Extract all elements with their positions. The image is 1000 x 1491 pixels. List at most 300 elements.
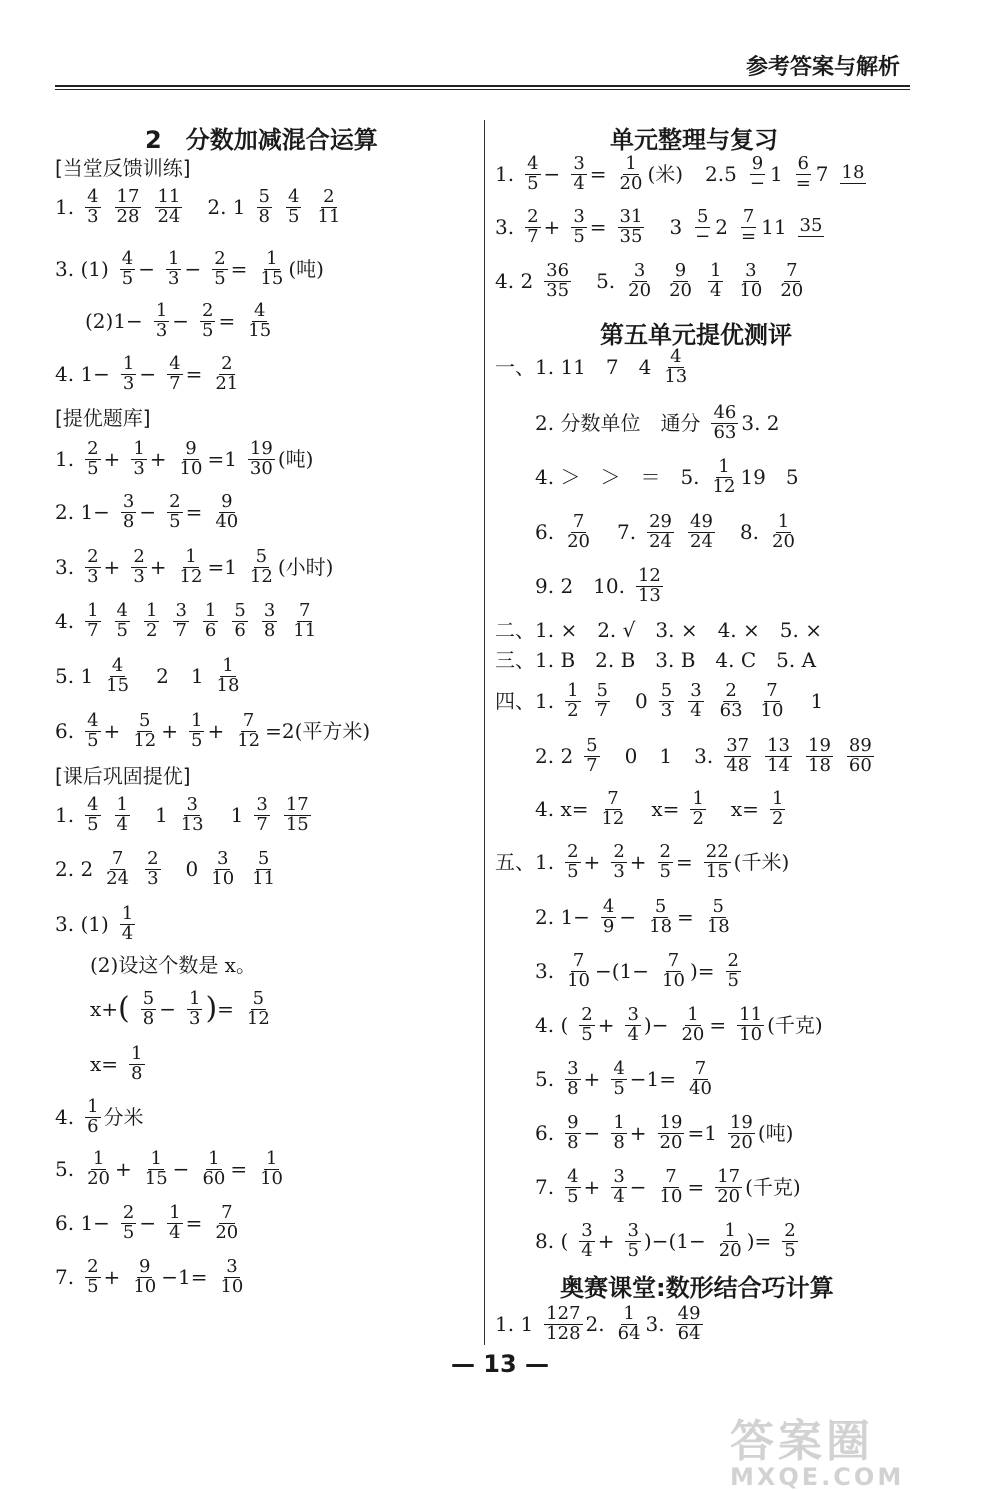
numerator: 7	[742, 206, 755, 227]
fraction	[704, 843, 731, 882]
numerator: 2	[527, 206, 539, 227]
fraction	[121, 493, 136, 532]
fraction	[115, 796, 130, 835]
fraction	[565, 1168, 580, 1207]
numerator: 89	[848, 735, 872, 756]
denominator: 8	[567, 1077, 579, 1099]
answer-text: (小时)	[277, 555, 334, 580]
numerator: 4	[613, 1058, 625, 1079]
fraction	[85, 440, 100, 479]
denominator: 3	[87, 565, 99, 587]
numerator: 3	[573, 153, 585, 174]
denominator: 63	[713, 421, 737, 443]
numerator: 5	[596, 680, 608, 701]
answer-text: 4. x=	[535, 797, 589, 822]
denominator: 5	[121, 267, 134, 289]
answer-text: 4. 1−	[55, 362, 110, 387]
denominator: 20	[628, 279, 652, 301]
fraction	[565, 682, 580, 721]
numerator: 1	[131, 1043, 143, 1064]
fraction	[209, 850, 236, 889]
denominator: 20	[659, 1131, 683, 1153]
denominator: 20	[681, 1023, 705, 1045]
numerator: 3	[745, 260, 757, 281]
fraction	[595, 682, 610, 721]
fraction	[724, 737, 751, 776]
fraction	[705, 898, 732, 937]
answer-line	[495, 1305, 706, 1344]
denominator: 20	[717, 1185, 741, 1207]
section-label: [课后巩固提优]	[55, 764, 191, 788]
answer-text: 2. 2	[535, 744, 574, 769]
numerator: 7	[221, 1202, 233, 1223]
numerator: 9	[139, 1256, 151, 1277]
answer-text: (千克)	[745, 1175, 801, 1200]
answer-text: =	[677, 905, 694, 930]
numerator: 2	[169, 491, 181, 512]
denominator: 8	[567, 1131, 579, 1153]
fraction	[246, 302, 273, 341]
header-title: 参考答案与解析	[745, 55, 900, 80]
fraction	[726, 952, 741, 991]
answer-text: +	[543, 215, 561, 240]
fraction	[85, 548, 100, 587]
denominator: 20	[215, 1221, 239, 1243]
denominator: 20	[718, 1239, 742, 1261]
numerator: 36	[546, 260, 570, 281]
fraction	[173, 602, 188, 641]
answer-text: −	[619, 905, 637, 930]
numerator: 7	[786, 260, 798, 281]
denominator: 8	[263, 619, 276, 641]
numerator: 2	[567, 841, 579, 862]
answer-text: =	[589, 162, 607, 187]
fraction	[131, 440, 146, 479]
numerator: 2	[221, 353, 233, 374]
fraction	[611, 1168, 626, 1207]
fraction	[659, 682, 674, 721]
answer-text: +	[161, 719, 178, 744]
numerator: 5	[696, 206, 709, 227]
denominator: 4	[169, 1221, 181, 1243]
fraction	[254, 796, 269, 835]
fraction	[248, 548, 275, 587]
numerator: 2	[784, 1220, 796, 1241]
answer-line	[90, 990, 275, 1029]
answer-line	[495, 348, 692, 387]
denominator: 128	[546, 1322, 581, 1344]
numerator: 1	[692, 788, 704, 809]
answer-text: 11	[761, 215, 787, 240]
answer-text: 2. 分数单位 通分	[535, 411, 701, 436]
numerator: 1	[625, 153, 637, 174]
numerator: 2	[87, 546, 99, 567]
answer-line	[55, 712, 370, 751]
numerator: 3	[216, 848, 229, 869]
denominator: −	[749, 172, 765, 194]
numerator: 1	[208, 1148, 220, 1169]
numerator: 9	[674, 260, 687, 281]
numerator: 1	[265, 1148, 278, 1169]
answer-line	[495, 650, 816, 670]
answer-text: −(1−	[595, 959, 650, 984]
numerator: 3	[256, 794, 268, 815]
fraction	[85, 188, 100, 227]
fraction	[688, 682, 703, 721]
answer-line	[55, 188, 345, 227]
denominator: 20	[780, 279, 804, 301]
answer-text: 6. 1−	[55, 1211, 110, 1236]
numerator: 1	[185, 546, 197, 567]
fraction	[626, 262, 653, 301]
answer-text: 1	[230, 803, 244, 828]
numerator: 4	[121, 248, 134, 269]
answer-text: 1.	[55, 195, 75, 220]
watermark-url: MXQE.COM	[730, 1463, 905, 1491]
numerator: 1	[121, 903, 134, 924]
numerator: 1	[222, 655, 234, 676]
denominator: 4	[573, 172, 585, 194]
denominator: 2	[771, 807, 784, 829]
denominator: 5	[202, 319, 214, 341]
fraction	[688, 513, 715, 552]
denominator: 5	[122, 1221, 135, 1243]
fraction	[85, 1150, 112, 1189]
numerator: 9	[751, 153, 764, 174]
fraction	[179, 796, 206, 835]
fraction	[166, 250, 181, 289]
answer-text: =	[675, 850, 693, 875]
fraction	[611, 1060, 626, 1099]
fraction	[200, 302, 215, 341]
denominator: 15	[705, 860, 729, 882]
numerator: 11	[739, 1004, 763, 1025]
answer-text: 2. 1	[207, 195, 246, 220]
answer-text: x=	[90, 1052, 119, 1077]
denominator: 10	[739, 1023, 763, 1045]
answer-line	[55, 493, 243, 532]
denominator: 12	[246, 1007, 270, 1029]
denominator: 3	[660, 699, 673, 721]
fraction	[737, 262, 764, 301]
answer-text: =1	[207, 555, 237, 580]
answer-text: 19 5	[740, 465, 799, 490]
numerator: 9	[221, 491, 233, 512]
fraction	[782, 1222, 797, 1261]
answer-text: +	[583, 1067, 601, 1092]
denominator: 5	[169, 510, 181, 532]
denominator: 7	[169, 372, 181, 394]
numerator: 2	[581, 1004, 593, 1025]
answer-text: 3. 2	[741, 411, 780, 436]
denominator: 8	[131, 1062, 143, 1084]
fraction	[167, 1204, 182, 1243]
answer-text: (千米)	[733, 850, 790, 875]
paren: )	[205, 991, 218, 1027]
denominator: 21	[215, 372, 239, 394]
numerator: 49	[677, 1303, 701, 1324]
denominator: 4	[116, 813, 128, 835]
answer-line	[535, 790, 788, 829]
answer-text: 1	[810, 689, 824, 714]
denominator: 8	[258, 205, 270, 227]
fraction	[565, 1060, 580, 1099]
fraction	[778, 262, 805, 301]
numerator: 1	[122, 353, 135, 374]
denominator: 4	[709, 279, 722, 301]
numerator: 17	[285, 794, 309, 815]
answer-text: )−	[643, 1013, 669, 1038]
fraction	[601, 898, 616, 937]
answer-text: 4.	[55, 1105, 75, 1130]
numerator: 17	[717, 1166, 741, 1187]
denominator: 5	[567, 1185, 579, 1207]
answer-text: =2(平方米)	[265, 719, 371, 744]
numerator: 1	[87, 1096, 99, 1117]
fraction	[711, 458, 738, 497]
answer-text: 1	[190, 664, 204, 689]
denominator: 10	[211, 867, 235, 889]
fraction	[178, 440, 205, 479]
answer-text: +	[149, 447, 167, 472]
denominator: 4	[581, 1239, 593, 1261]
fraction	[565, 952, 592, 991]
numerator: 7	[667, 950, 680, 971]
fraction	[129, 1045, 144, 1084]
numerator: 2	[122, 1202, 135, 1223]
section-heading: 单元整理与复习	[610, 126, 778, 154]
numerator: 19	[249, 438, 273, 459]
numerator: 19	[808, 735, 831, 756]
answer-text: 8. (	[535, 1229, 569, 1254]
answer-line	[535, 567, 666, 606]
denominator: 3	[122, 372, 135, 394]
answer-text: 2. 1−	[535, 905, 590, 930]
denominator: 4	[121, 922, 134, 944]
numerator: 5	[258, 186, 270, 207]
answer-text: =	[185, 500, 203, 525]
answer-line	[55, 905, 138, 944]
numerator: 9	[185, 438, 197, 459]
denominator: 5	[784, 1239, 796, 1261]
numerator: 7	[298, 600, 311, 621]
answer-text: 6.	[535, 520, 555, 545]
answer-text: 5.	[596, 269, 616, 294]
numerator: 17	[116, 186, 140, 207]
fraction	[565, 843, 580, 882]
fraction	[660, 952, 687, 991]
answer-text: 3. (1)	[55, 912, 109, 937]
fraction	[579, 1006, 594, 1045]
denominator: 7	[527, 225, 539, 247]
denominator: =	[741, 225, 757, 247]
denominator: 5	[87, 457, 99, 479]
numerator: 1	[687, 1004, 699, 1025]
fraction	[544, 262, 571, 301]
answer-text: +	[597, 1013, 615, 1038]
answer-line	[535, 513, 800, 552]
fraction	[155, 188, 182, 227]
denominator: 10	[260, 1167, 284, 1189]
denominator: 5	[627, 1239, 639, 1261]
fraction	[571, 155, 586, 194]
fraction	[658, 1168, 685, 1207]
numerator: 3	[627, 1220, 639, 1241]
fraction	[121, 1204, 136, 1243]
fraction	[167, 355, 182, 394]
answer-text: 5.	[55, 1157, 75, 1182]
numerator: 4	[253, 300, 266, 321]
denominator: 3	[155, 319, 168, 341]
fraction	[262, 602, 277, 641]
denominator: 28	[116, 205, 140, 227]
answer-line	[495, 843, 789, 882]
denominator: 40	[215, 510, 239, 532]
denominator: 24	[157, 205, 181, 227]
fraction	[85, 796, 100, 835]
answer-text: 2	[156, 664, 169, 689]
answer-text: 2. 2	[55, 857, 94, 882]
denominator: 15	[144, 1167, 168, 1189]
answer-text: 三、1. B 2. B 3. B 4. C 5. A	[495, 648, 817, 672]
denominator: 6	[234, 619, 246, 641]
numerator: 1	[146, 600, 158, 621]
answer-line	[55, 1150, 288, 1189]
fraction	[141, 990, 156, 1029]
answer-text: −	[139, 362, 157, 387]
answer-text: (吨)	[277, 447, 314, 472]
fraction	[143, 1150, 170, 1189]
fraction	[115, 602, 130, 641]
watermark-logo: 答案圈	[730, 1416, 874, 1467]
numerator: 1	[116, 794, 128, 815]
answer-text: =	[185, 1211, 203, 1236]
numerator: 2	[323, 186, 335, 207]
answer-line	[55, 850, 280, 889]
denominator: 10	[133, 1275, 157, 1297]
denominator: 9	[602, 915, 615, 937]
answer-text: =	[589, 215, 607, 240]
fraction	[579, 1222, 594, 1261]
numerator: 35	[799, 215, 823, 237]
denominator: 64	[677, 1322, 701, 1344]
answer-text: 2	[715, 215, 728, 240]
denominator: 5	[287, 205, 300, 227]
denominator: =	[795, 172, 811, 194]
denominator: 12	[179, 565, 203, 587]
numerator: 5	[257, 848, 270, 869]
numerator: 3	[573, 206, 585, 227]
answer-line	[495, 208, 827, 247]
answer-line	[55, 657, 244, 696]
answer-line	[55, 1204, 243, 1243]
answer-text: 4. ＞ ＞ ＝ 5.	[535, 465, 700, 490]
numerator: 3	[567, 1058, 579, 1079]
answer-text: (2)设这个数是 x。	[90, 953, 256, 977]
numerator: 1	[133, 438, 145, 459]
answer-text: 3.	[495, 215, 515, 240]
denominator: 24	[649, 530, 672, 552]
fraction	[565, 1114, 580, 1153]
answer-text: 2.	[705, 162, 725, 187]
answer-text: 1.	[495, 162, 515, 187]
numerator: 5	[139, 710, 151, 731]
fraction	[167, 493, 182, 532]
answer-text: =1	[207, 447, 237, 472]
numerator: 1	[190, 710, 203, 731]
fraction	[250, 850, 277, 889]
answer-line	[495, 155, 869, 194]
answer-text: 4.	[55, 609, 75, 634]
numerator: 7	[766, 680, 778, 701]
numerator: 4	[87, 794, 99, 815]
denominator: 5	[727, 969, 739, 991]
section-heading: 奥赛课堂:数形结合巧计算	[560, 1274, 834, 1302]
denominator: 2	[567, 699, 579, 721]
answer-text: =	[709, 1013, 727, 1038]
fraction	[667, 262, 694, 301]
fraction	[218, 1258, 245, 1297]
numerator: 7	[242, 710, 255, 731]
denominator: 10	[739, 279, 763, 301]
answer-text: −	[583, 1121, 601, 1146]
answer-line	[90, 1045, 148, 1084]
answer-text: (吨)	[757, 1121, 794, 1146]
answer-text: =	[687, 1175, 705, 1200]
denominator: 10	[220, 1275, 244, 1297]
answer-text: +	[149, 555, 167, 580]
answer-line	[535, 1168, 801, 1207]
fraction	[85, 1258, 100, 1297]
numerator: 1	[155, 300, 168, 321]
fraction	[618, 208, 645, 247]
section-heading: 第五单元提优测评	[600, 321, 792, 349]
fraction	[616, 1305, 643, 1344]
denominator: 14	[767, 754, 790, 776]
denominator: 5	[87, 729, 99, 751]
fraction	[85, 712, 100, 751]
answer-text: 0	[185, 857, 199, 882]
fraction	[647, 898, 674, 937]
numerator: 7	[607, 788, 619, 809]
fraction	[544, 1305, 582, 1344]
numerator: 1	[168, 248, 180, 269]
answer-text: 9. 2 10.	[535, 574, 625, 599]
denominator: 12	[133, 729, 157, 751]
fraction	[571, 208, 586, 247]
section-label: [当堂反馈训练]	[55, 156, 191, 180]
numerator: 4	[169, 353, 181, 374]
answer-text: 5.	[535, 1067, 555, 1092]
numerator: 4	[602, 896, 615, 917]
fraction	[770, 513, 797, 552]
fraction	[213, 1204, 240, 1243]
denominator: 5	[214, 267, 226, 289]
fraction	[131, 548, 146, 587]
denominator: 12	[712, 475, 736, 497]
denominator: 10	[760, 699, 784, 721]
numerator: 19	[729, 1112, 753, 1133]
numerator: 31	[619, 206, 643, 227]
numerator: 1	[188, 988, 201, 1009]
fraction	[213, 493, 240, 532]
answer-text: 3.	[55, 555, 75, 580]
answer-text: 7	[815, 162, 829, 187]
fraction	[85, 602, 100, 641]
answer-text: 1.	[55, 447, 75, 472]
numerator: 2	[147, 848, 159, 869]
denominator: 20	[669, 279, 692, 301]
